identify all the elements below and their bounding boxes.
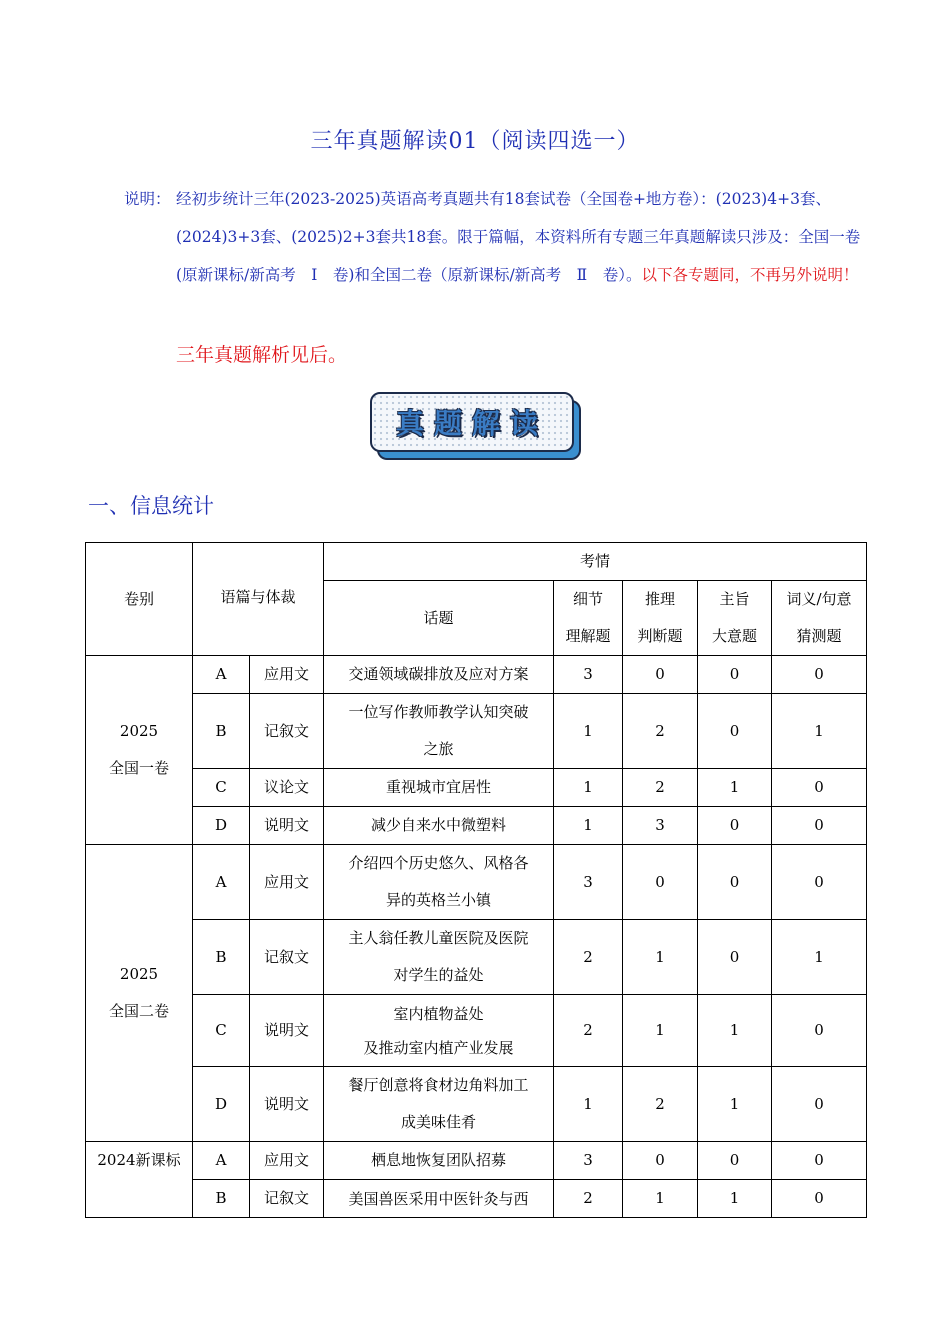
header-detail bbox=[554, 581, 623, 656]
detail-count: 2 bbox=[554, 1180, 623, 1218]
detail-count: 1 bbox=[554, 769, 623, 807]
topic-cell bbox=[324, 920, 554, 995]
statistics-table bbox=[85, 542, 867, 1218]
genre-cell: 应用文 bbox=[250, 845, 324, 920]
topic-line-1: 餐厅创意将食材边角料加工 bbox=[348, 1076, 529, 1094]
main-count: 1 bbox=[698, 1067, 772, 1142]
volume-cell bbox=[86, 656, 193, 845]
letter-cell: B bbox=[193, 920, 250, 995]
main-count: 0 bbox=[698, 1142, 772, 1180]
table-row bbox=[86, 769, 867, 807]
header-volume: 卷别 bbox=[86, 543, 193, 656]
header-infer bbox=[623, 581, 698, 656]
letter-cell: B bbox=[193, 694, 250, 769]
letter-cell: C bbox=[193, 769, 250, 807]
main-count: 1 bbox=[698, 769, 772, 807]
main-count: 1 bbox=[698, 1180, 772, 1218]
table-row bbox=[86, 1180, 867, 1218]
topic-cell bbox=[324, 694, 554, 769]
topic-line-1: 美国兽医采用中医针灸与西 bbox=[348, 1189, 529, 1208]
guess-count: 0 bbox=[772, 769, 867, 807]
volume-year: 2024 bbox=[97, 1151, 136, 1169]
header-exam: 考情 bbox=[324, 543, 867, 581]
detail-count: 3 bbox=[554, 1142, 623, 1180]
infer-count: 1 bbox=[623, 995, 698, 1067]
topic-cell bbox=[324, 1142, 554, 1180]
table-row bbox=[86, 1142, 867, 1180]
detail-count: 1 bbox=[554, 807, 623, 845]
topic-line-1: 减少自来水中微塑料 bbox=[371, 816, 507, 834]
badge-face bbox=[370, 392, 574, 452]
infer-count: 0 bbox=[623, 845, 698, 920]
header-guess bbox=[772, 581, 867, 656]
detail-count: 1 bbox=[554, 1067, 623, 1142]
note-paragraph bbox=[124, 180, 866, 294]
letter-cell: B bbox=[193, 1180, 250, 1218]
note-lead: 说明： bbox=[124, 190, 171, 208]
detail-count: 2 bbox=[554, 995, 623, 1067]
table-row bbox=[86, 920, 867, 995]
topic-line-2: 异的英格兰小镇 bbox=[386, 891, 492, 909]
table-row bbox=[86, 694, 867, 769]
letter-cell: D bbox=[193, 807, 250, 845]
guess-count: 1 bbox=[772, 920, 867, 995]
note-body: 经初步统计三年(2023-2025)英语高考真题共有18套试卷（全国卷+地方卷）：(2023)4+3套、(2024)3+3套、(2025)2+3套共18套。限于篇幅，本资料所有专题三年真题解读只涉及：全国一卷(原新课标/新高考 Ⅰ 卷)和全国二卷（原新课标/新高考 Ⅱ 卷）。 bbox=[176, 190, 861, 284]
volume-name: 全国一卷 bbox=[108, 759, 169, 777]
infer-count: 2 bbox=[623, 769, 698, 807]
detail-count: 1 bbox=[554, 694, 623, 769]
header-row-1 bbox=[86, 543, 867, 581]
guess-count: 0 bbox=[772, 845, 867, 920]
topic-line-1: 介绍四个历史悠久、风格各 bbox=[348, 854, 529, 872]
genre-cell: 应用文 bbox=[250, 1142, 324, 1180]
guess-count: 0 bbox=[772, 656, 867, 694]
header-genre-label: 语篇与体裁 bbox=[220, 588, 296, 606]
header-detail-l1: 细节 bbox=[573, 590, 604, 608]
topic-cell bbox=[324, 845, 554, 920]
infer-count: 1 bbox=[623, 920, 698, 995]
detail-count: 3 bbox=[554, 845, 623, 920]
genre-cell: 记叙文 bbox=[250, 920, 324, 995]
topic-line-1: 栖息地恢复团队招募 bbox=[371, 1151, 507, 1169]
header-detail-l2: 理解题 bbox=[565, 627, 611, 645]
genre-cell: 说明文 bbox=[250, 1067, 324, 1142]
topic-line-1: 室内植物益处 bbox=[393, 1004, 484, 1023]
topic-cell bbox=[324, 807, 554, 845]
letter-cell: D bbox=[193, 1067, 250, 1142]
header-genre bbox=[193, 543, 324, 656]
topic-cell bbox=[324, 995, 554, 1067]
topic-line-1: 一位写作教师教学认知突破 bbox=[348, 703, 529, 721]
infer-count: 0 bbox=[623, 1142, 698, 1180]
topic-line-2: 及推动室内植产业发展 bbox=[363, 1038, 514, 1057]
table-row bbox=[86, 807, 867, 845]
header-main-l1: 主旨 bbox=[719, 590, 750, 608]
genre-cell: 应用文 bbox=[250, 656, 324, 694]
volume-year: 2025 bbox=[119, 965, 159, 983]
main-count: 0 bbox=[698, 920, 772, 995]
section-heading: 一、信息统计 bbox=[88, 494, 214, 518]
table-row bbox=[86, 1067, 867, 1142]
section-badge bbox=[370, 392, 582, 460]
header-guess-l2: 猜测题 bbox=[796, 627, 842, 645]
infer-count: 0 bbox=[623, 656, 698, 694]
topic-line-1: 主人翁任教儿童医院及医院 bbox=[348, 929, 529, 947]
note-emphasis: 以下各专题同，不再另外说明！ bbox=[641, 266, 859, 284]
topic-cell bbox=[324, 656, 554, 694]
header-infer-l1: 推理 bbox=[645, 590, 676, 608]
topic-line-1: 交通领域碳排放及应对方案 bbox=[348, 665, 529, 683]
volume-name: 全国二卷 bbox=[108, 1002, 169, 1020]
main-count: 1 bbox=[698, 995, 772, 1067]
analysis-after-text: 三年真题解析见后。 bbox=[176, 344, 348, 366]
volume-cell bbox=[86, 1142, 193, 1218]
letter-cell: A bbox=[193, 656, 250, 694]
main-count: 0 bbox=[698, 845, 772, 920]
detail-count: 2 bbox=[554, 920, 623, 995]
infer-count: 3 bbox=[623, 807, 698, 845]
page-title: 三年真题解读01（阅读四选一） bbox=[310, 129, 640, 154]
genre-cell: 说明文 bbox=[250, 995, 324, 1067]
infer-count: 2 bbox=[623, 694, 698, 769]
detail-count: 3 bbox=[554, 656, 623, 694]
guess-count: 0 bbox=[772, 1142, 867, 1180]
guess-count: 0 bbox=[772, 1180, 867, 1218]
genre-cell: 说明文 bbox=[250, 807, 324, 845]
header-guess-l1: 词义/句意 bbox=[786, 590, 852, 608]
genre-cell: 议论文 bbox=[250, 769, 324, 807]
volume-cell bbox=[86, 845, 193, 1142]
guess-count: 0 bbox=[772, 1067, 867, 1142]
genre-cell: 记叙文 bbox=[250, 1180, 324, 1218]
letter-cell: A bbox=[193, 1142, 250, 1180]
topic-cell bbox=[324, 1180, 554, 1218]
infer-count: 2 bbox=[623, 1067, 698, 1142]
guess-count: 0 bbox=[772, 807, 867, 845]
guess-count: 1 bbox=[772, 694, 867, 769]
header-main bbox=[698, 581, 772, 656]
topic-line-2: 之旅 bbox=[423, 740, 454, 758]
letter-cell: C bbox=[193, 995, 250, 1067]
topic-line-2: 成美味佳肴 bbox=[401, 1113, 477, 1131]
guess-count: 0 bbox=[772, 995, 867, 1067]
topic-cell bbox=[324, 769, 554, 807]
badge-label: 真题解读 bbox=[395, 407, 548, 440]
table-row bbox=[86, 845, 867, 920]
table-row bbox=[86, 995, 867, 1067]
topic-cell bbox=[324, 1067, 554, 1142]
main-count: 0 bbox=[698, 656, 772, 694]
topic-line-1: 重视城市宜居性 bbox=[386, 778, 492, 796]
main-count: 0 bbox=[698, 807, 772, 845]
header-main-l2: 大意题 bbox=[712, 627, 758, 645]
main-count: 0 bbox=[698, 694, 772, 769]
table-row bbox=[86, 656, 867, 694]
topic-line-2: 对学生的益处 bbox=[393, 966, 484, 984]
letter-cell: A bbox=[193, 845, 250, 920]
infer-count: 1 bbox=[623, 1180, 698, 1218]
header-infer-l2: 判断题 bbox=[637, 627, 683, 645]
volume-name: 新课标 bbox=[135, 1151, 181, 1169]
genre-cell: 记叙文 bbox=[250, 694, 324, 769]
header-topic: 话题 bbox=[324, 581, 554, 656]
volume-year: 2025 bbox=[119, 722, 159, 740]
